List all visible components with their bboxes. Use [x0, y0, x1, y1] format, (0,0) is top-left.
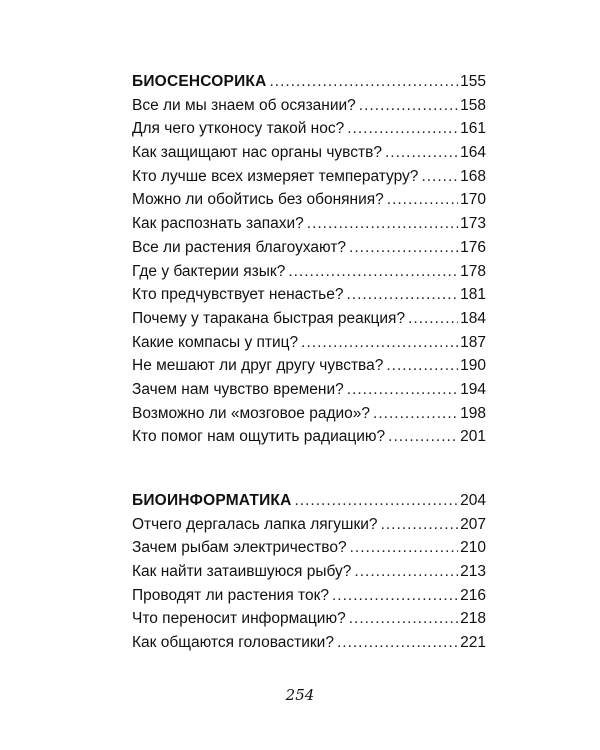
entry-title: Все ли мы знаем об осязании? [132, 96, 356, 114]
entry-title: Зачем нам чувство времени? [132, 380, 344, 398]
toc-entry[interactable] [132, 513, 486, 537]
entry-page-number: 207 [460, 515, 486, 533]
toc-entry[interactable] [132, 212, 486, 236]
toc-entry[interactable] [132, 402, 486, 426]
entry-title: Как защищают нас органы чувств? [132, 144, 382, 162]
entry-page-number: 213 [460, 563, 486, 581]
toc-entry[interactable] [132, 354, 486, 378]
entry-title: Кто помог нам ощутить радиацию? [132, 428, 386, 446]
dot-leader [381, 513, 459, 537]
page-number: 254 [285, 686, 315, 704]
dot-leader [373, 402, 458, 426]
toc-entry[interactable] [132, 560, 486, 584]
toc-entry[interactable] [132, 236, 486, 260]
entry-title: Как общаются головастики? [132, 634, 334, 652]
entry-page-number: 184 [460, 309, 486, 327]
entry-page-number: 173 [460, 215, 486, 233]
entry-title: Отчего дергалась лапка лягушки? [132, 515, 378, 533]
dot-leader [354, 560, 458, 584]
dot-leader [288, 260, 458, 284]
section-page-number: 155 [460, 73, 486, 90]
entry-page-number: 161 [460, 120, 486, 138]
entry-page-number: 168 [460, 167, 486, 185]
entry-title: Кто предчувствует ненастье? [132, 286, 344, 304]
dot-leader [421, 165, 458, 189]
toc-section-bioinformatika [132, 489, 486, 655]
toc-section-biosensorika [132, 70, 486, 449]
toc-entry[interactable] [132, 631, 486, 655]
section-page-number: 204 [460, 492, 486, 509]
dot-leader [350, 536, 459, 560]
dot-leader [347, 378, 458, 402]
entry-page-number: 198 [460, 404, 486, 422]
entry-title: Можно ли обойтись без обоняния? [132, 191, 384, 209]
entry-page-number: 170 [460, 191, 486, 209]
entry-page-number: 194 [460, 380, 486, 398]
entry-title: Не мешают ли друг другу чувства? [132, 357, 384, 375]
toc-entry[interactable] [132, 584, 486, 608]
entry-page-number: 210 [460, 539, 486, 557]
toc-entry[interactable] [132, 141, 486, 165]
entry-page-number: 178 [460, 262, 486, 280]
dot-leader [349, 236, 458, 260]
toc-entry[interactable] [132, 260, 486, 284]
dot-leader [347, 117, 458, 141]
toc-entry[interactable] [132, 94, 486, 118]
dot-leader [388, 425, 458, 449]
entry-title: Для чего утконосу такой нос? [132, 120, 345, 138]
toc-entry[interactable] [132, 536, 486, 560]
toc-entry[interactable] [132, 283, 486, 307]
entry-page-number: 187 [460, 333, 486, 351]
entry-title: Как найти затаившуюся рыбу? [132, 563, 352, 581]
entry-title: Что переносит информацию? [132, 610, 346, 628]
entry-title: Зачем рыбам электричество? [132, 539, 347, 557]
toc-entry[interactable] [132, 378, 486, 402]
entry-page-number: 158 [460, 96, 486, 114]
toc-entry[interactable] [132, 307, 486, 331]
entry-title: Проводят ли растения ток? [132, 586, 329, 604]
dot-leader [386, 354, 458, 378]
entry-title: Все ли растения благоухают? [132, 238, 347, 256]
entry-title: Возможно ли «мозговое радио»? [132, 404, 371, 422]
entry-title: Где у бактерии язык? [132, 262, 286, 280]
entry-page-number: 216 [460, 586, 486, 604]
section-title: БИОИНФОРМАТИКА [132, 492, 292, 509]
dot-leader [387, 188, 458, 212]
entry-title: Кто лучше всех измеряет температуру? [132, 167, 419, 185]
entry-page-number: 201 [460, 428, 486, 446]
entry-title: Какие компасы у птиц? [132, 333, 299, 351]
entry-page-number: 218 [460, 610, 486, 628]
dot-leader [307, 212, 458, 236]
toc-entry[interactable] [132, 188, 486, 212]
dot-leader [359, 94, 458, 118]
toc-section-heading[interactable] [132, 489, 486, 513]
entry-page-number: 221 [460, 634, 486, 652]
dot-leader [349, 607, 458, 631]
entry-title: Как распознать запахи? [132, 215, 304, 233]
dot-leader [269, 70, 458, 94]
entry-page-number: 164 [460, 144, 486, 162]
toc-entry[interactable] [132, 165, 486, 189]
dot-leader [408, 307, 458, 331]
toc-entry[interactable] [132, 425, 486, 449]
toc-entry[interactable] [132, 607, 486, 631]
dot-leader [337, 631, 458, 655]
entry-page-number: 176 [460, 238, 486, 256]
dot-leader [332, 584, 458, 608]
dot-leader [385, 141, 458, 165]
entry-page-number: 181 [460, 286, 486, 304]
entry-page-number: 190 [460, 357, 486, 375]
dot-leader [346, 283, 458, 307]
toc-entry[interactable] [132, 331, 486, 355]
toc-entry[interactable] [132, 117, 486, 141]
toc-section-heading[interactable] [132, 70, 486, 94]
entry-title: Почему у таракана быстрая реакция? [132, 309, 406, 327]
dot-leader [295, 489, 459, 513]
section-title: БИОСЕНСОРИКА [132, 73, 267, 90]
dot-leader [301, 331, 458, 355]
